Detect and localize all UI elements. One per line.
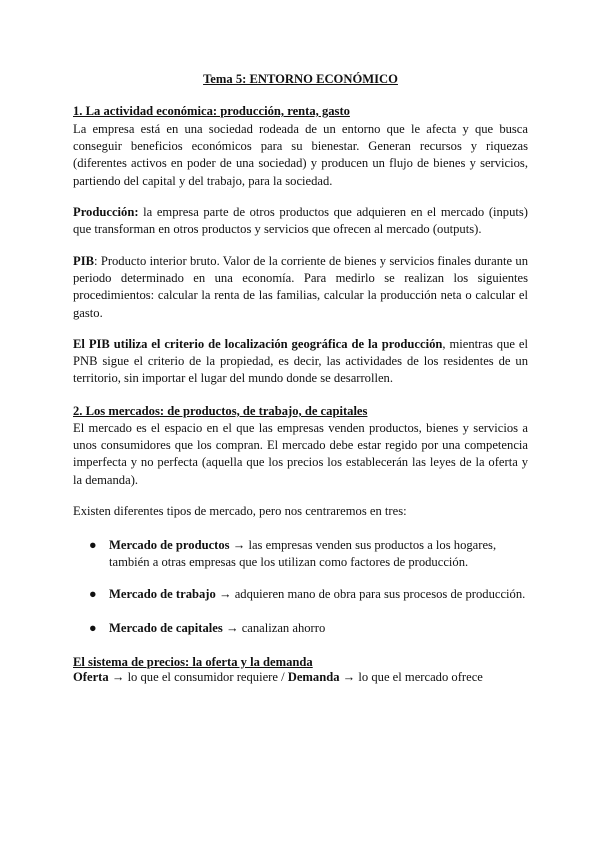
text-pib: : Producto interior bruto. Valor de la corriente de bienes y servicios finales durante un periodo determinado en una economía. Para medirlo se realizan los siguientes procedimientos: calcular la renta de las familias, calcular la producción neta o calcular el gasto. xyxy=(73,254,528,320)
section-heading-1: 1. La actividad económica: producción, renta, gasto xyxy=(73,104,350,118)
list-item-capitales xyxy=(89,620,529,637)
paragraph-oferta-demanda xyxy=(73,669,528,686)
bullet-icon: ● xyxy=(89,587,97,601)
text-mercado-productos: → las empresas venden sus productos a los hogares, también a otras empresas que los utilizan como factores de producción. xyxy=(109,538,497,570)
term-pnb: El PIB utiliza el criterio de localización geográfica de la producción xyxy=(73,337,443,351)
term-mercado-capitales: Mercado de capitales xyxy=(109,621,223,635)
paragraph-empresa: La empresa está en una sociedad rodeada de un entorno que le afecta y que busca conseguir beneficios económicos para su bienestar. Generan recursos y riquezas (diferentes activos en poder de una sociedad) y producen un flujo de bienes y servicios, partiendo del capital y del trabajo, para la sociedad. xyxy=(73,122,528,188)
section-heading-3: El sistema de precios: la oferta y la demanda xyxy=(73,655,313,669)
text-mercado-capitales: → canalizan ahorro xyxy=(222,621,326,635)
paragraph-pib xyxy=(73,253,528,322)
term-mercado-trabajo: Mercado de trabajo xyxy=(109,587,216,601)
paragraph-mercado: El mercado es el espacio en el que las empresas venden productos, bienes y servicios a unos consumidores que los compran. El mercado debe estar regido por una competencia imperfecta y no perfecta (aquella que los precios los establecerán las leyes de la oferta y la demanda). xyxy=(73,421,528,487)
term-pib: PIB xyxy=(73,254,94,268)
paragraph-pnb xyxy=(73,336,528,388)
list-item-trabajo xyxy=(89,586,529,603)
text-oferta: → lo que el consumidor requiere / xyxy=(108,670,288,684)
term-demanda: Demanda xyxy=(287,670,340,684)
paragraph-tipos-mercado: Existen diferentes tipos de mercado, pero nos centraremos en tres: xyxy=(73,504,407,518)
text-produccion: la empresa parte de otros productos que adquieren en el mercado (inputs) que transforman en otros productos y servicios que ofrecen al mercado (outputs). xyxy=(73,205,528,237)
term-oferta: Oferta xyxy=(73,670,109,684)
text-mercado-trabajo: → adquieren mano de obra para sus procesos de producción. xyxy=(215,587,526,601)
document-title: Tema 5: ENTORNO ECONÓMICO xyxy=(203,72,398,86)
paragraph-produccion xyxy=(73,204,528,238)
text-demanda: → lo que el mercado ofrece xyxy=(339,670,483,684)
term-mercado-productos: Mercado de productos xyxy=(109,538,230,552)
bullet-icon: ● xyxy=(89,538,97,552)
term-produccion: Producción: xyxy=(73,205,139,219)
text-pnb: , mientras que el PNB sigue el criterio de la propiedad, es decir, las actividades de los residentes de un territorio, sin importar el lugar del mundo donde se desarrollen. xyxy=(73,337,529,386)
section-heading-2: 2. Los mercados: de productos, de trabajo, de capitales xyxy=(73,404,368,418)
list-item-productos xyxy=(89,537,529,571)
bullet-icon: ● xyxy=(89,621,97,635)
